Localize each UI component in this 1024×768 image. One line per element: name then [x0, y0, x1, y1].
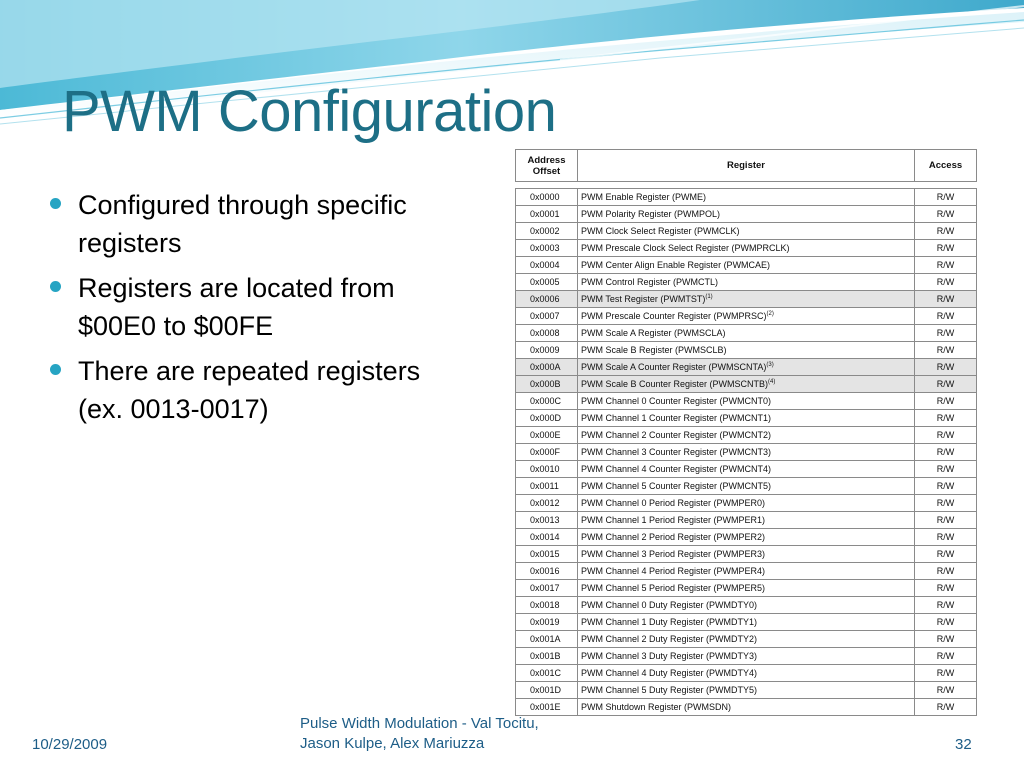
cell-access: R/W: [915, 206, 977, 223]
cell-access: R/W: [915, 699, 977, 716]
cell-access: R/W: [915, 257, 977, 274]
cell-access: R/W: [915, 648, 977, 665]
table-row: [516, 665, 977, 682]
cell-offset: 0x001D: [516, 682, 578, 699]
register-name: PWM Channel 4 Period Register (PWMPER4): [581, 566, 766, 576]
cell-offset: 0x000C: [516, 393, 578, 410]
table-row: [516, 291, 977, 308]
cell-register: [578, 614, 915, 631]
cell-register: [578, 410, 915, 427]
cell-offset: 0x0010: [516, 461, 578, 478]
table-row: [516, 614, 977, 631]
cell-offset: 0x0000: [516, 189, 578, 206]
cell-access: R/W: [915, 682, 977, 699]
cell-access: R/W: [915, 580, 977, 597]
cell-offset: 0x0003: [516, 240, 578, 257]
cell-register: [578, 580, 915, 597]
cell-register: [578, 495, 915, 512]
table-row: [516, 308, 977, 325]
header-address-offset: Address Offset: [516, 150, 578, 182]
cell-offset: 0x0008: [516, 325, 578, 342]
cell-register: [578, 648, 915, 665]
table-row: [516, 376, 977, 393]
cell-register: [578, 223, 915, 240]
cell-register: [578, 308, 915, 325]
cell-access: R/W: [915, 597, 977, 614]
cell-register: [578, 478, 915, 495]
cell-register: [578, 359, 915, 376]
cell-register: [578, 376, 915, 393]
footer-title-line: Pulse Width Modulation - Val Tocitu,: [300, 715, 539, 732]
table-row: [516, 546, 977, 563]
cell-access: R/W: [915, 495, 977, 512]
cell-access: R/W: [915, 444, 977, 461]
cell-offset: 0x000F: [516, 444, 578, 461]
register-name: PWM Test Register (PWMTST): [581, 294, 706, 304]
cell-offset: 0x001E: [516, 699, 578, 716]
cell-offset: 0x0018: [516, 597, 578, 614]
cell-access: R/W: [915, 376, 977, 393]
table-row: [516, 223, 977, 240]
cell-offset: 0x0001: [516, 206, 578, 223]
bullet-list: [48, 186, 458, 435]
cell-register: [578, 563, 915, 580]
table-row: [516, 631, 977, 648]
header-register: Register: [578, 150, 915, 182]
footer-page-number: 32: [955, 736, 972, 753]
cell-offset: 0x000B: [516, 376, 578, 393]
cell-offset: 0x0004: [516, 257, 578, 274]
cell-access: R/W: [915, 393, 977, 410]
register-name: PWM Channel 3 Counter Register (PWMCNT3): [581, 447, 772, 457]
table-row: [516, 495, 977, 512]
bullet-item: [48, 186, 458, 262]
cell-register: [578, 240, 915, 257]
cell-offset: 0x0006: [516, 291, 578, 308]
register-name: PWM Channel 0 Period Register (PWMPER0): [581, 498, 766, 508]
table-row: [516, 444, 977, 461]
table-row: [516, 529, 977, 546]
register-footnote: (1): [705, 294, 713, 300]
cell-offset: 0x0002: [516, 223, 578, 240]
footer-date: 10/29/2009: [32, 736, 108, 753]
cell-offset: 0x0017: [516, 580, 578, 597]
table-row: [516, 240, 977, 257]
cell-register: [578, 189, 915, 206]
cell-access: R/W: [915, 427, 977, 444]
cell-access: R/W: [915, 359, 977, 376]
bullet-text: Configured through specific registers: [78, 190, 407, 258]
table-row: [516, 410, 977, 427]
cell-register: [578, 342, 915, 359]
register-name: PWM Channel 3 Period Register (PWMPER3): [581, 549, 766, 559]
table-row: [516, 427, 977, 444]
table-row: [516, 597, 977, 614]
cell-access: R/W: [915, 563, 977, 580]
cell-offset: 0x001C: [516, 665, 578, 682]
table-row: [516, 189, 977, 206]
cell-offset: 0x0011: [516, 478, 578, 495]
table-row: [516, 699, 977, 716]
register-name: PWM Channel 2 Counter Register (PWMCNT2): [581, 430, 772, 440]
register-name: PWM Channel 4 Counter Register (PWMCNT4): [581, 464, 772, 474]
register-name: PWM Scale A Register (PWMSCLA): [581, 328, 726, 338]
cell-register: [578, 529, 915, 546]
cell-access: R/W: [915, 410, 977, 427]
register-footnote: (3): [766, 362, 774, 368]
cell-offset: 0x000D: [516, 410, 578, 427]
cell-offset: 0x001B: [516, 648, 578, 665]
cell-register: [578, 257, 915, 274]
cell-access: R/W: [915, 342, 977, 359]
cell-offset: 0x0012: [516, 495, 578, 512]
register-name: PWM Scale A Counter Register (PWMSCNTA): [581, 362, 767, 372]
table-row: [516, 274, 977, 291]
cell-access: R/W: [915, 325, 977, 342]
bullet-item: [48, 352, 458, 428]
footer-title-line: Jason Kulpe, Alex Mariuzza: [300, 735, 485, 752]
register-table: [515, 149, 977, 716]
bullet-dot-icon: [50, 364, 61, 375]
register-name: PWM Channel 1 Period Register (PWMPER1): [581, 515, 766, 525]
cell-access: R/W: [915, 512, 977, 529]
cell-offset: 0x000A: [516, 359, 578, 376]
register-name: PWM Channel 4 Duty Register (PWMDTY4): [581, 668, 758, 678]
register-name: PWM Channel 1 Duty Register (PWMDTY1): [581, 617, 758, 627]
cell-register: [578, 393, 915, 410]
table-row: [516, 359, 977, 376]
table-spacer-row: [516, 182, 977, 189]
register-name: PWM Channel 0 Counter Register (PWMCNT0): [581, 396, 772, 406]
register-name: PWM Scale B Counter Register (PWMSCNTB): [581, 379, 769, 389]
table-row: [516, 206, 977, 223]
cell-offset: 0x0019: [516, 614, 578, 631]
cell-register: [578, 427, 915, 444]
register-name: PWM Control Register (PWMCTL): [581, 277, 719, 287]
cell-register: [578, 461, 915, 478]
cell-register: [578, 325, 915, 342]
cell-offset: 0x0009: [516, 342, 578, 359]
cell-access: R/W: [915, 665, 977, 682]
table-row: [516, 257, 977, 274]
cell-access: R/W: [915, 291, 977, 308]
bullet-text: There are repeated registers (ex. 0013-0017): [78, 356, 421, 424]
cell-register: [578, 665, 915, 682]
cell-access: R/W: [915, 308, 977, 325]
bullet-dot-icon: [50, 198, 61, 209]
cell-offset: 0x0007: [516, 308, 578, 325]
cell-offset: 0x001A: [516, 631, 578, 648]
table-row: [516, 563, 977, 580]
register-name: PWM Channel 3 Duty Register (PWMDTY3): [581, 651, 758, 661]
cell-access: R/W: [915, 223, 977, 240]
cell-access: R/W: [915, 478, 977, 495]
register-name: PWM Channel 5 Period Register (PWMPER5): [581, 583, 766, 593]
register-name: PWM Enable Register (PWME): [581, 192, 707, 202]
cell-access: R/W: [915, 614, 977, 631]
table-row: [516, 682, 977, 699]
cell-offset: 0x0005: [516, 274, 578, 291]
register-name: PWM Channel 5 Duty Register (PWMDTY5): [581, 685, 758, 695]
table-row: [516, 580, 977, 597]
register-name: PWM Channel 0 Duty Register (PWMDTY0): [581, 600, 758, 610]
register-name: PWM Channel 2 Period Register (PWMPER2): [581, 532, 766, 542]
slide-title: PWM Configuration: [62, 79, 557, 144]
cell-offset: 0x0013: [516, 512, 578, 529]
table-row: [516, 478, 977, 495]
cell-access: R/W: [915, 240, 977, 257]
table-header-row: [516, 150, 977, 182]
cell-register: [578, 206, 915, 223]
register-name: PWM Prescale Counter Register (PWMPRSC): [581, 311, 767, 321]
register-table-body: [516, 182, 977, 716]
register-footnote: (4): [768, 379, 776, 385]
header-access: Access: [915, 150, 977, 182]
register-name: PWM Channel 2 Duty Register (PWMDTY2): [581, 634, 758, 644]
register-name: PWM Polarity Register (PWMPOL): [581, 209, 721, 219]
table-row: [516, 393, 977, 410]
cell-register: [578, 699, 915, 716]
cell-register: [578, 512, 915, 529]
table-row: [516, 648, 977, 665]
cell-register: [578, 444, 915, 461]
register-name: PWM Channel 5 Counter Register (PWMCNT5): [581, 481, 772, 491]
cell-offset: 0x0015: [516, 546, 578, 563]
register-name: PWM Scale B Register (PWMSCLB): [581, 345, 727, 355]
register-name: PWM Prescale Clock Select Register (PWMPRCLK): [581, 243, 790, 253]
cell-register: [578, 546, 915, 563]
register-name: PWM Clock Select Register (PWMCLK): [581, 226, 740, 236]
cell-access: R/W: [915, 529, 977, 546]
cell-register: [578, 291, 915, 308]
cell-offset: 0x0014: [516, 529, 578, 546]
table-row: [516, 512, 977, 529]
cell-register: [578, 631, 915, 648]
bullet-text: Registers are located from $00E0 to $00FE: [78, 273, 395, 341]
cell-access: R/W: [915, 546, 977, 563]
register-name: PWM Shutdown Register (PWMSDN): [581, 702, 732, 712]
table-row: [516, 325, 977, 342]
cell-offset: 0x000E: [516, 427, 578, 444]
register-name: PWM Center Align Enable Register (PWMCAE): [581, 260, 771, 270]
footer-title: [300, 714, 539, 754]
cell-register: [578, 274, 915, 291]
bullet-dot-icon: [50, 281, 61, 292]
register-footnote: (2): [766, 311, 774, 317]
cell-offset: 0x0016: [516, 563, 578, 580]
cell-access: R/W: [915, 461, 977, 478]
table-row: [516, 342, 977, 359]
bullet-item: [48, 269, 458, 345]
table-row: [516, 461, 977, 478]
cell-access: R/W: [915, 631, 977, 648]
cell-register: [578, 682, 915, 699]
cell-access: R/W: [915, 274, 977, 291]
register-name: PWM Channel 1 Counter Register (PWMCNT1): [581, 413, 772, 423]
cell-access: R/W: [915, 189, 977, 206]
cell-register: [578, 597, 915, 614]
